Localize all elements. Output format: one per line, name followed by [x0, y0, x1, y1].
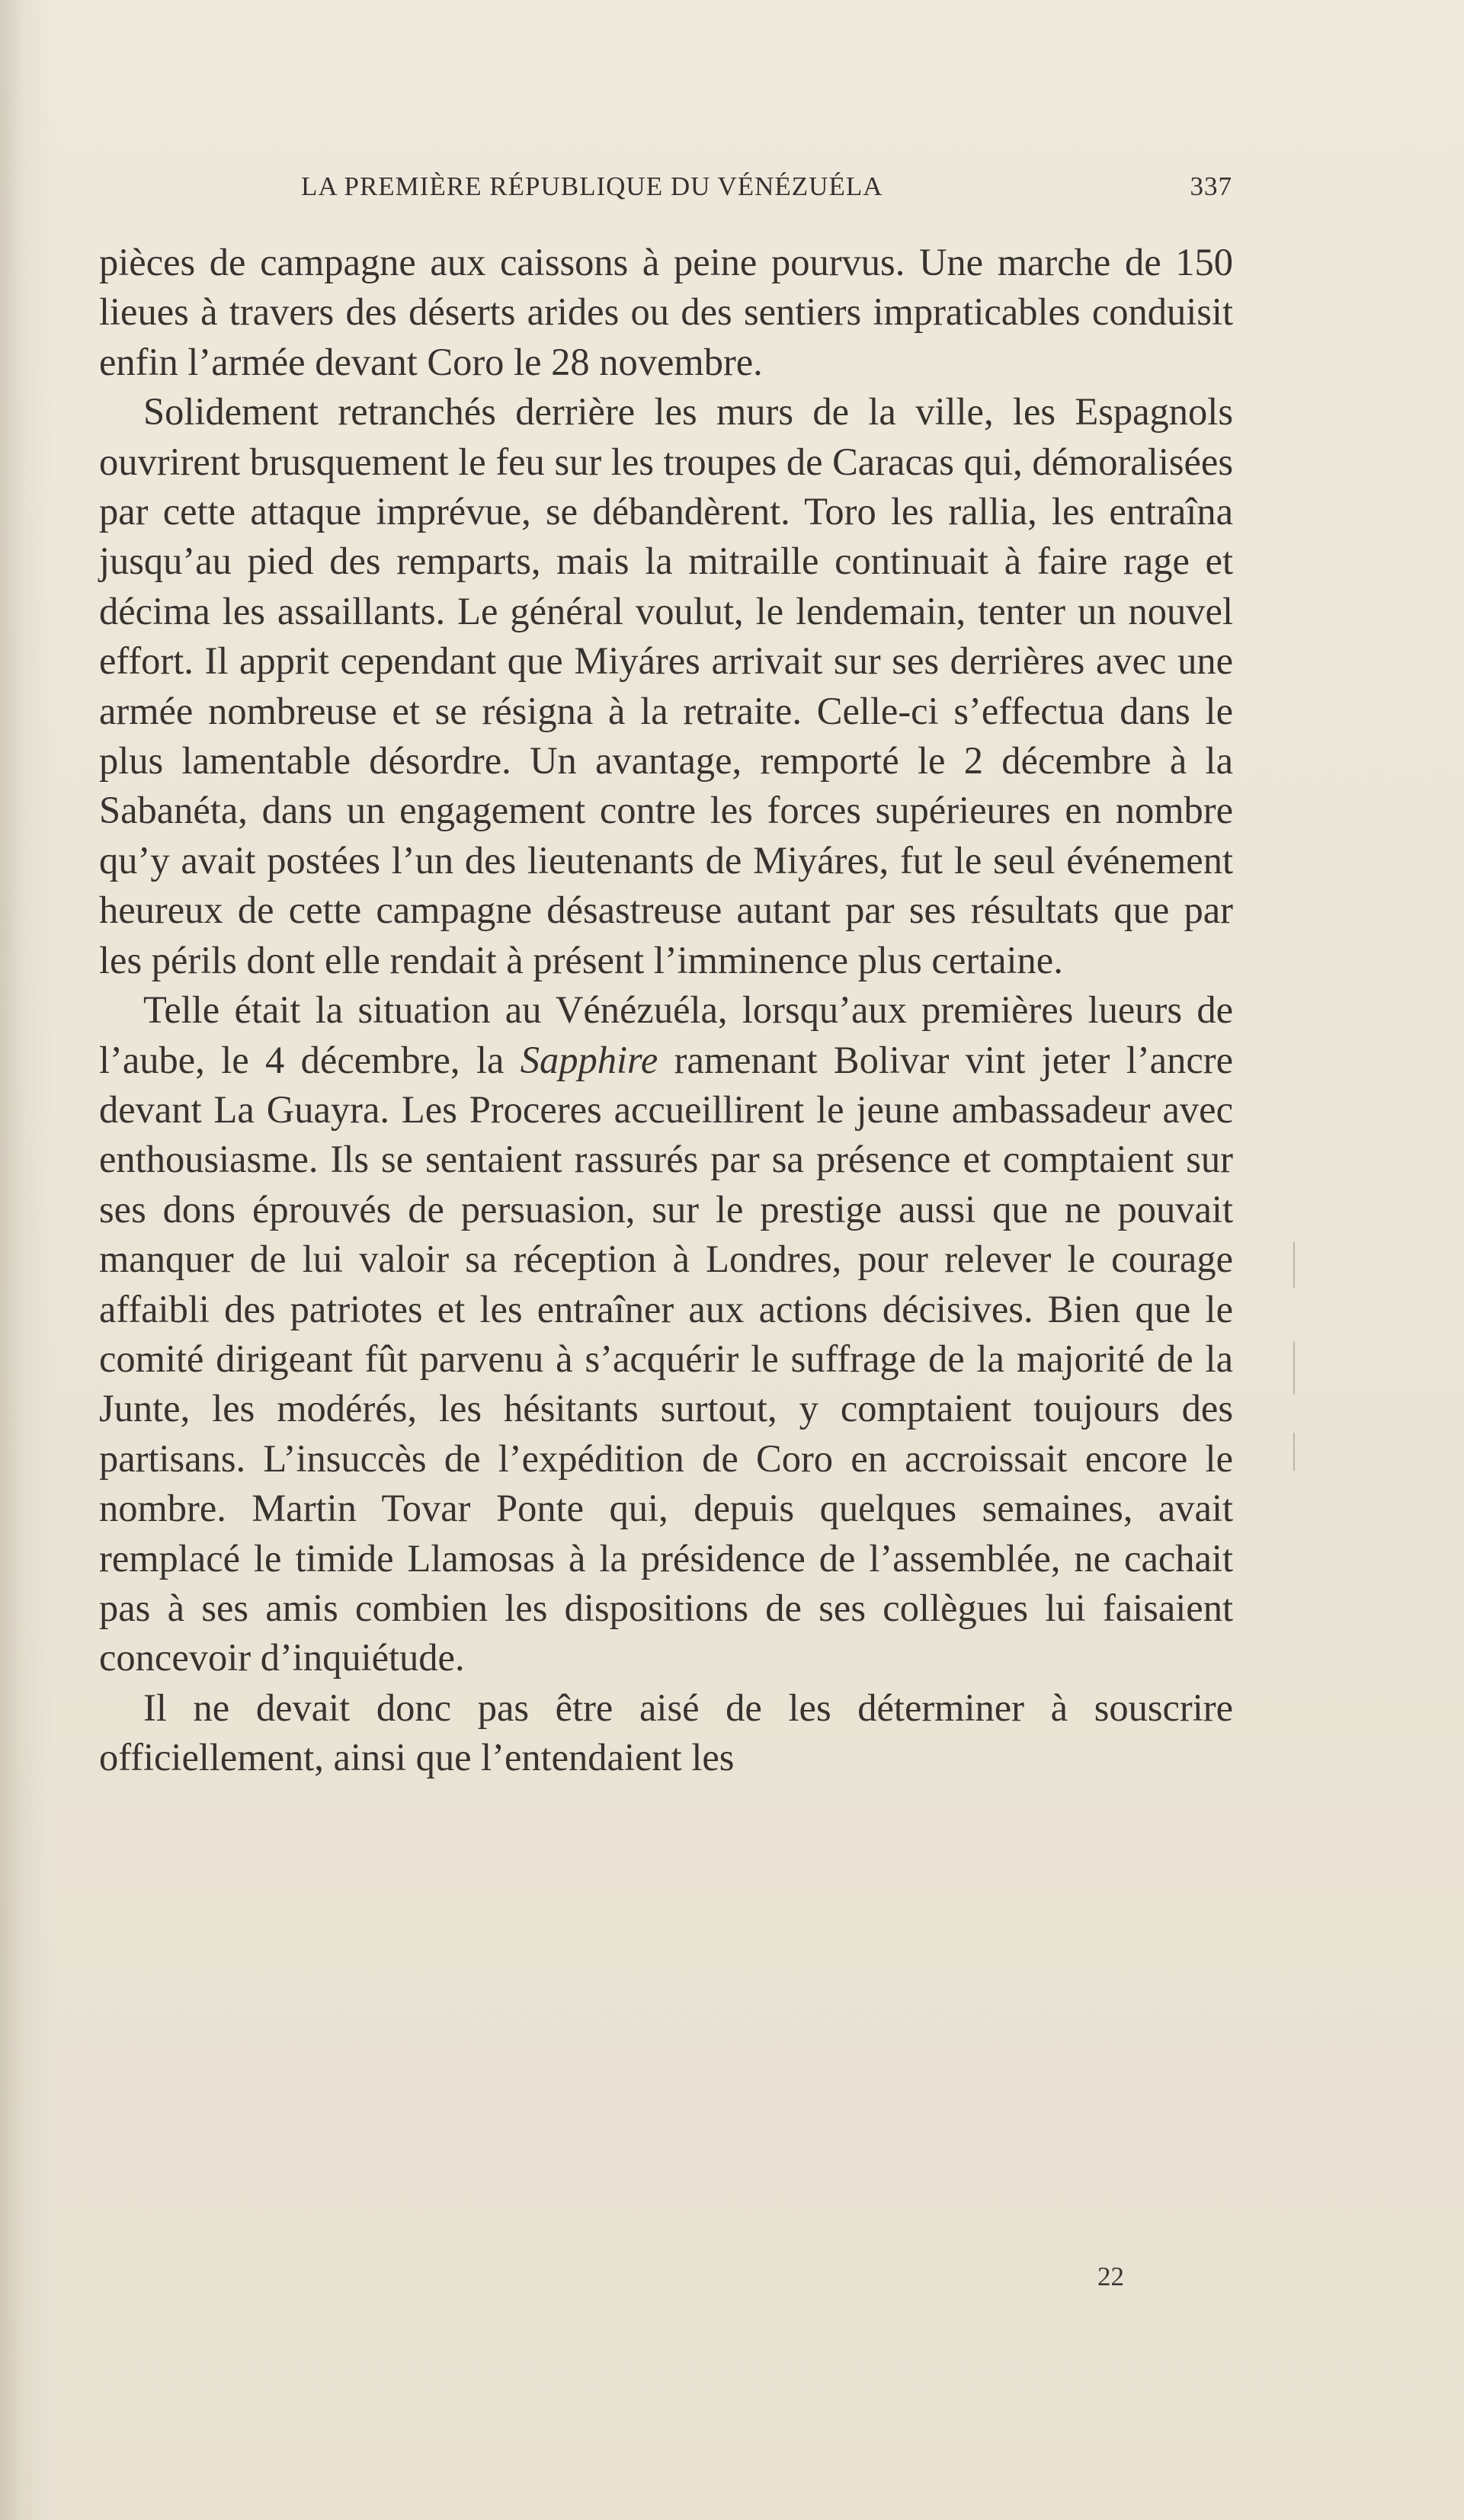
paragraph-text: Telle était la situation au Vénézuéla, lorsqu’aux premières lueurs de l’aube, le 4 décembre, la — [99, 988, 1233, 1081]
page-header — [301, 171, 1232, 210]
page-number: 337 — [1190, 171, 1232, 201]
paragraph: Il ne devait donc pas être aisé de les déterminer à souscrire officiellement, ainsi que l’entendaient les — [99, 1686, 1233, 1779]
margin-mark — [1293, 1242, 1295, 1288]
paragraph: Solidement retranchés derrière les murs de la ville, les Espagnols ouvrirent brusquement le feu sur les troupes de Caracas qui, démoralisées par cette attaque imprévue, se débandèrent. Toro les rallia, les entraîna jusqu’au pied des remparts, mais la mitraille continuait à faire rage et décima les assaillants. Le général voulut, le lendemain, tenter un nouvel effort. Il apprit cependant que Miyáres arrivait sur ses derrières avec une armée nombreuse et se résigna à la retraite. Celle-ci s’effectua dans le plus lamentable désordre. Un avantage, remporté le 2 décembre à la Sabanéta, dans un engagement contre les forces supérieures en nombre qu’y avait postées l’un des lieutenants de Miyáres, fut le seul événement heureux de cette campagne désastreuse autant par ses résultats que par les périls dont elle rendait à présent l’imminence plus certaine. — [99, 390, 1233, 981]
margin-mark — [1293, 1341, 1295, 1394]
running-title: LA PREMIÈRE RÉPUBLIQUE DU VÉNÉZUÉLA — [301, 171, 883, 201]
paragraph-text: ramenant Bolivar vint jeter l’ancre devant La Guayra. Les Proceres accueillirent le jeune ambassadeur avec enthousiasme. Ils se sentaient rassurés par sa présence et comptaient sur ses dons éprouvés de persuasion, sur le prestige aussi que ne pouvait manquer de lui valoir sa réception à Londres, pour relever le courage affaibli des patriotes et les entraîner aux actions décisives. Bien que le comité dirigeant fût parvenu à s’acquérir le suffrage de la majorité de la Junte, les modérés, les hésitants surtout, y comptaient toujours des partisans. L’insuccès de l’expédition de Coro en accroissait encore le nombre. Martin Tovar Ponte qui, depuis quelques semaines, avait remplacé le timide Llamosas à la présidence de l’assemblée, ne cachait pas à ses amis combien les dispositions de ses collègues lui faisaient concevoir d’inquiétude. — [99, 1038, 1233, 1679]
paragraph — [99, 985, 1233, 1683]
signature-mark: 22 — [1097, 2262, 1124, 2291]
body-text — [99, 238, 1233, 1783]
margin-mark — [1293, 1433, 1295, 1471]
ship-name: Sapphire — [520, 1038, 658, 1081]
paragraph: pièces de campagne aux caissons à peine pourvus. Une marche de 150 lieues à travers des déserts arides ou des sentiers impraticables conduisit enfin l’armée devant Coro le 28 novembre. — [99, 241, 1233, 383]
